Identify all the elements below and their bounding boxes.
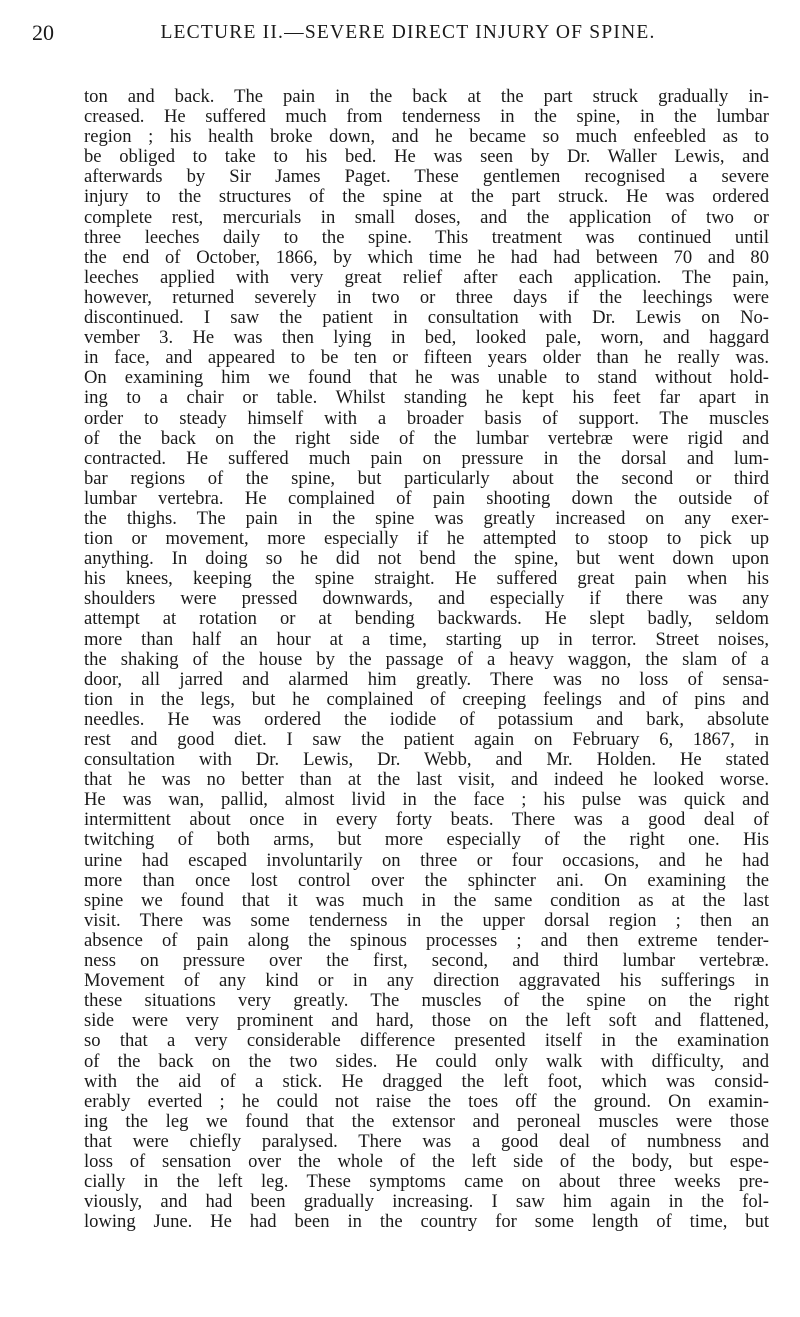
text-line: three leeches daily to the spine. This treatment was continued until bbox=[84, 226, 769, 248]
text-line: so that a very considerable difference presented itself in the examination bbox=[84, 1030, 769, 1052]
text-line: ness on pressure over the first, second, and third lumbar vertebræ. bbox=[84, 950, 769, 972]
text-line: lumbar vertebra. He complained of pain shooting down the outside of bbox=[84, 487, 769, 509]
text-line: tion in the legs, but he complained of creeping feelings and of pins and bbox=[84, 688, 769, 710]
text-line: that were chiefly paralysed. There was a good deal of numbness and bbox=[84, 1130, 769, 1152]
text-line: Movement of any kind or in any direction aggravated his sufferings in bbox=[84, 970, 769, 992]
text-line: creased. He suffered much from tenderness in the spine, in the lumbar bbox=[84, 106, 769, 128]
body-paragraph bbox=[84, 87, 769, 1232]
text-line: the thighs. The pain in the spine was greatly increased on any exer- bbox=[84, 507, 769, 529]
text-line: afterwards by Sir James Paget. These gentlemen recognised a severe bbox=[84, 166, 769, 188]
text-line: attempt at rotation or at bending backwards. He slept badly, seldom bbox=[84, 608, 769, 630]
text-line: On examining him we found that he was unable to stand without hold- bbox=[84, 367, 769, 389]
text-line: ton and back. The pain in the back at the part struck gradually in- bbox=[84, 86, 769, 107]
text-line: of the back on the right side of the lumbar vertebræ were rigid and bbox=[84, 427, 769, 449]
text-line: absence of pain along the spinous processes ; and then extreme tender- bbox=[84, 929, 769, 951]
text-line: vember 3. He was then lying in bed, looked pale, worn, and haggard bbox=[84, 327, 769, 349]
text-line: lowing June. He had been in the country for some length of time, but bbox=[84, 1211, 769, 1233]
text-line: ing the leg we found that the extensor and peroneal muscles were those bbox=[84, 1110, 769, 1132]
text-line: erably everted ; he could not raise the toes off the ground. On examin- bbox=[84, 1090, 769, 1112]
text-line: contracted. He suffered much pain on pressure in the dorsal and lum- bbox=[84, 447, 769, 469]
text-line: rest and good diet. I saw the patient again on February 6, 1867, in bbox=[84, 729, 769, 750]
text-line: ing to a chair or table. Whilst standing he kept his feet far apart in bbox=[84, 387, 769, 409]
text-line: region ; his health broke down, and he became so much enfeebled as to bbox=[84, 126, 769, 148]
text-line: more than half an hour at a time, starting up in terror. Street noises, bbox=[84, 628, 769, 650]
text-line: spine we found that it was much in the same condition as at the last bbox=[84, 889, 769, 911]
text-line: the shaking of the house by the passage of a heavy waggon, the slam of a bbox=[84, 648, 769, 670]
text-line: his knees, keeping the spine straight. He suffered great pain when his bbox=[84, 568, 769, 590]
text-line: He was wan, pallid, almost livid in the face ; his pulse was quick and bbox=[84, 789, 769, 811]
text-line: of the back on the two sides. He could only walk with difficulty, and bbox=[84, 1050, 769, 1072]
text-line: injury to the structures of the spine at the part struck. He was ordered bbox=[84, 186, 769, 208]
text-line: bar regions of the spine, but particularly about the second or third bbox=[84, 467, 769, 489]
text-line: side were very prominent and hard, those on the left soft and flattened, bbox=[84, 1010, 769, 1032]
text-line: viously, and had been gradually increasing. I saw him again in the fol- bbox=[84, 1191, 769, 1213]
page-number: 20 bbox=[32, 20, 54, 45]
text-line: in face, and appeared to be ten or fifteen years older than he really was. bbox=[84, 347, 769, 369]
text-line: complete rest, mercurials in small doses, and the application of two or bbox=[84, 206, 769, 228]
text-line: discontinued. I saw the patient in consultation with Dr. Lewis on No- bbox=[84, 307, 769, 329]
text-line: tion or movement, more especially if he attempted to stoop to pick up bbox=[84, 528, 769, 550]
text-line: visit. There was some tenderness in the upper dorsal region ; then an bbox=[84, 909, 769, 931]
text-line: shoulders were pressed downwards, and especially if there was any bbox=[84, 588, 769, 610]
text-line: needles. He was ordered the iodide of potassium and bark, absolute bbox=[84, 708, 769, 730]
text-line: anything. In doing so he did not bend the spine, but went down upon bbox=[84, 548, 769, 570]
text-line: that he was no better than at the last visit, and indeed he looked worse. bbox=[84, 769, 769, 791]
text-line: loss of sensation over the whole of the left side of the body, but espe- bbox=[84, 1150, 769, 1172]
page-header bbox=[32, 20, 772, 48]
text-line: consultation with Dr. Lewis, Dr. Webb, and Mr. Holden. He stated bbox=[84, 749, 769, 771]
text-line: order to steady himself with a broader basis of support. The muscles bbox=[84, 407, 769, 429]
text-line: urine had escaped involuntarily on three or four occasions, and he had bbox=[84, 849, 769, 871]
text-line: intermittent about once in every forty beats. There was a good deal of bbox=[84, 809, 769, 831]
running-title: LECTURE II.—SEVERE DIRECT INJURY OF SPINE. bbox=[160, 22, 656, 43]
text-line: twitching of both arms, but more especially of the right one. His bbox=[84, 829, 769, 851]
text-line: be obliged to take to his bed. He was seen by Dr. Waller Lewis, and bbox=[84, 146, 769, 168]
text-line: more than once lost control over the sphincter ani. On examining the bbox=[84, 869, 769, 891]
text-line: with the aid of a stick. He dragged the left foot, which was consid- bbox=[84, 1070, 769, 1092]
text-line: however, returned severely in two or three days if the leechings were bbox=[84, 286, 769, 308]
text-line: these situations very greatly. The muscles of the spine on the right bbox=[84, 990, 769, 1012]
text-line: cially in the left leg. These symptoms came on about three weeks pre- bbox=[84, 1171, 769, 1193]
text-line: the end of October, 1866, by which time he had had between 70 and 80 bbox=[84, 246, 769, 268]
text-line: leeches applied with very great relief after each application. The pain, bbox=[84, 266, 769, 288]
text-line: door, all jarred and alarmed him greatly. There was no loss of sensa- bbox=[84, 668, 769, 690]
